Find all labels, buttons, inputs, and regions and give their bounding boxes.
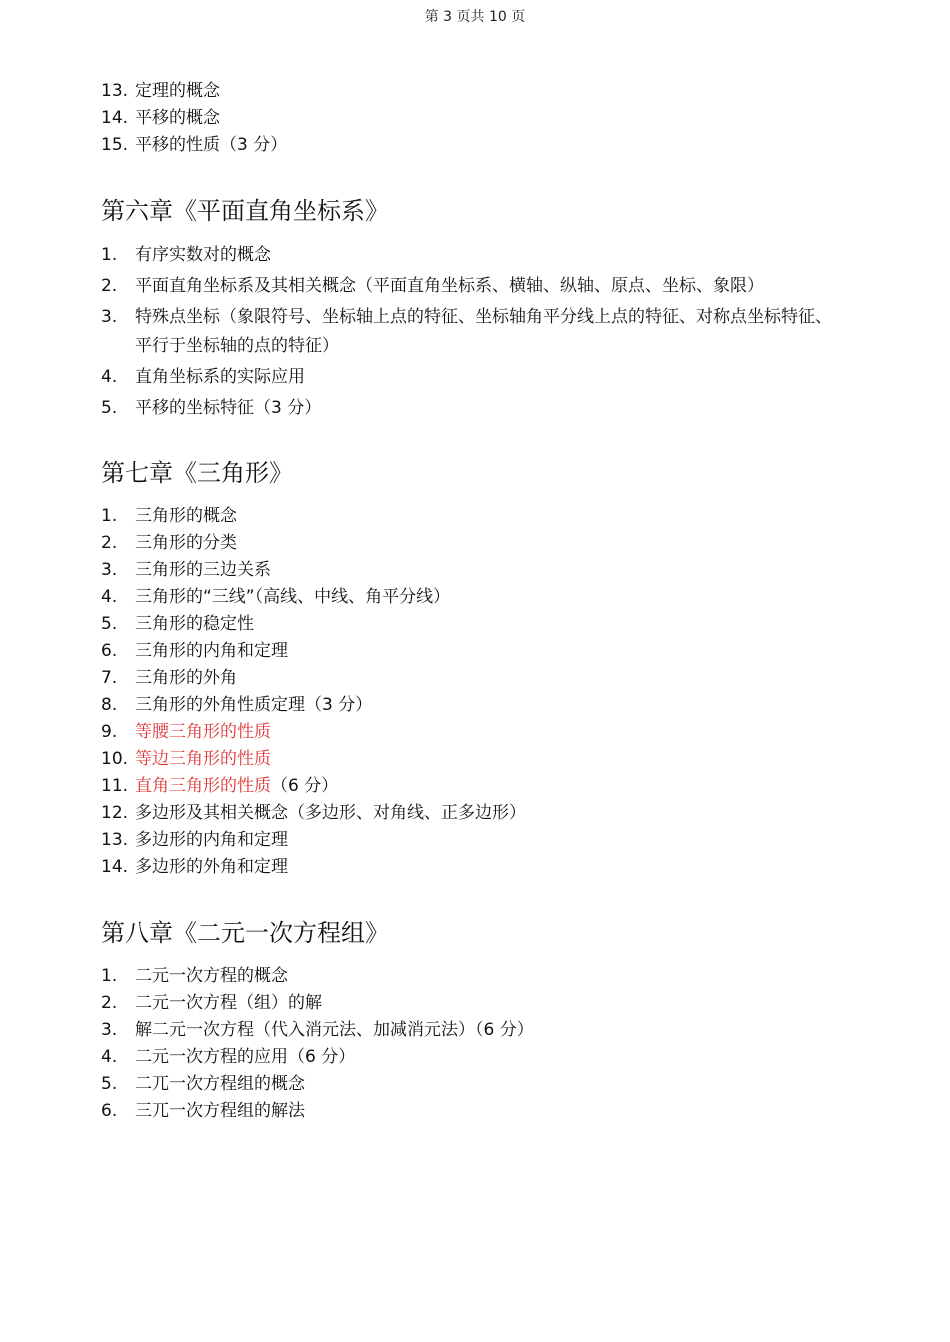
item-text: 三角形的“三线”（高线、中线、角平分线）: [135, 587, 451, 607]
item-text: 平面直角坐标系及其相关概念（平面直角坐标系、横轴、纵轴、原点、坐标、象限）: [135, 276, 764, 296]
item-text: 三角形的外角: [135, 668, 237, 688]
item-number: 15.: [101, 135, 129, 155]
item-number: 1.: [101, 245, 118, 265]
item-number: 5.: [101, 1074, 118, 1094]
list-item: [101, 827, 846, 854]
item-number: 8.: [101, 695, 118, 715]
page-number-header: 第 3 页共 10 页: [424, 9, 526, 25]
chapter-7-list: [101, 503, 846, 881]
chapter-7-title: 第七章《三角形》: [101, 459, 293, 487]
list-item: [101, 363, 846, 392]
item-number: 14.: [101, 108, 129, 128]
list-item: [101, 584, 846, 611]
item-text: 直角坐标系的实际应用: [135, 367, 305, 387]
list-item: [101, 530, 846, 557]
item-number: 4.: [101, 587, 118, 607]
chapter-8-list: [101, 963, 846, 1125]
item-number: 4.: [101, 1047, 118, 1067]
chapter-6-list: [101, 241, 846, 423]
item-number: 13.: [101, 81, 129, 101]
item-text: 二兀一次方程组的概念: [135, 1074, 305, 1094]
item-text: 三角形的分类: [135, 533, 237, 553]
list-item: [101, 132, 846, 159]
item-number: 1.: [101, 966, 118, 986]
list-item: [101, 963, 846, 990]
list-item: [101, 557, 846, 584]
document-body: [101, 78, 846, 1125]
list-item: [101, 394, 846, 423]
item-number: 4.: [101, 367, 118, 387]
item-number: 11.: [101, 776, 129, 796]
item-number: 3.: [101, 307, 118, 327]
intro-list: [101, 78, 846, 159]
item-text: 解二元一次方程（代入消元法、加减消元法）（6 分）: [135, 1020, 534, 1040]
item-text: 多边形及其相关概念（多边形、对角线、正多边形）: [135, 803, 526, 823]
item-text: 三角形的内角和定理: [135, 641, 288, 661]
list-item: [101, 1098, 846, 1125]
item-text: 平移的坐标特征（3 分）: [135, 398, 322, 418]
item-text: 二元一次方程（组）的解: [135, 993, 322, 1013]
list-item: [101, 78, 846, 105]
item-number: 9.: [101, 722, 118, 742]
list-item: [101, 503, 846, 530]
item-text: 多边形的内角和定理: [135, 830, 288, 850]
item-number: 13.: [101, 830, 129, 850]
item-text: 平移的性质（3 分）: [135, 135, 288, 155]
list-item: [101, 105, 846, 132]
item-number: 6.: [101, 641, 118, 661]
item-text-highlighted: 直角三角形的性质: [135, 776, 271, 796]
item-number: 10.: [101, 749, 129, 769]
item-number: 3.: [101, 1020, 118, 1040]
item-text-highlighted: 等边三角形的性质: [135, 749, 271, 769]
item-number: 2.: [101, 533, 118, 553]
item-text: 三角形的稳定性: [135, 614, 254, 634]
list-item: [101, 719, 846, 746]
item-number: 6.: [101, 1101, 118, 1121]
list-item: [101, 272, 846, 301]
item-text: 特殊点坐标（象限符号、坐标轴上点的特征、坐标轴角平分线上点的特征、对称点坐标特征、平行于坐标轴的点的特征）: [135, 307, 832, 356]
list-item: [101, 611, 846, 638]
list-item: [101, 638, 846, 665]
item-number: 5.: [101, 398, 118, 418]
item-text: 平移的概念: [135, 108, 220, 128]
item-number: 14.: [101, 857, 129, 877]
item-number: 3.: [101, 560, 118, 580]
item-number: 2.: [101, 276, 118, 296]
list-item: [101, 746, 846, 773]
list-item: [101, 303, 846, 361]
item-text: 三角形的外角性质定理（3 分）: [135, 695, 373, 715]
item-number: 2.: [101, 993, 118, 1013]
list-item: [101, 1017, 846, 1044]
item-text: 定理的概念: [135, 81, 220, 101]
list-item: [101, 1044, 846, 1071]
list-item: [101, 665, 846, 692]
list-item: [101, 854, 846, 881]
item-number: 7.: [101, 668, 118, 688]
list-item: [101, 773, 846, 800]
list-item: [101, 241, 846, 270]
list-item: [101, 1071, 846, 1098]
item-text: 二元一次方程的应用（6 分）: [135, 1047, 356, 1067]
list-item: [101, 800, 846, 827]
item-text-highlighted: 等腰三角形的性质: [135, 722, 271, 742]
item-number: 12.: [101, 803, 129, 823]
item-score: （6 分）: [271, 776, 339, 796]
list-item: [101, 692, 846, 719]
item-text: 三兀一次方程组的解法: [135, 1101, 305, 1121]
item-number: 1.: [101, 506, 118, 526]
item-text: 多边形的外角和定理: [135, 857, 288, 877]
item-text: 二元一次方程的概念: [135, 966, 288, 986]
item-text: 三角形的三边关系: [135, 560, 271, 580]
list-item: [101, 990, 846, 1017]
chapter-6-title: 第六章《平面直角坐标系》: [101, 197, 389, 225]
item-text: 三角形的概念: [135, 506, 237, 526]
item-text: 有序实数对的概念: [135, 245, 271, 265]
item-number: 5.: [101, 614, 118, 634]
chapter-8-title: 第八章《二元一次方程组》: [101, 919, 389, 947]
